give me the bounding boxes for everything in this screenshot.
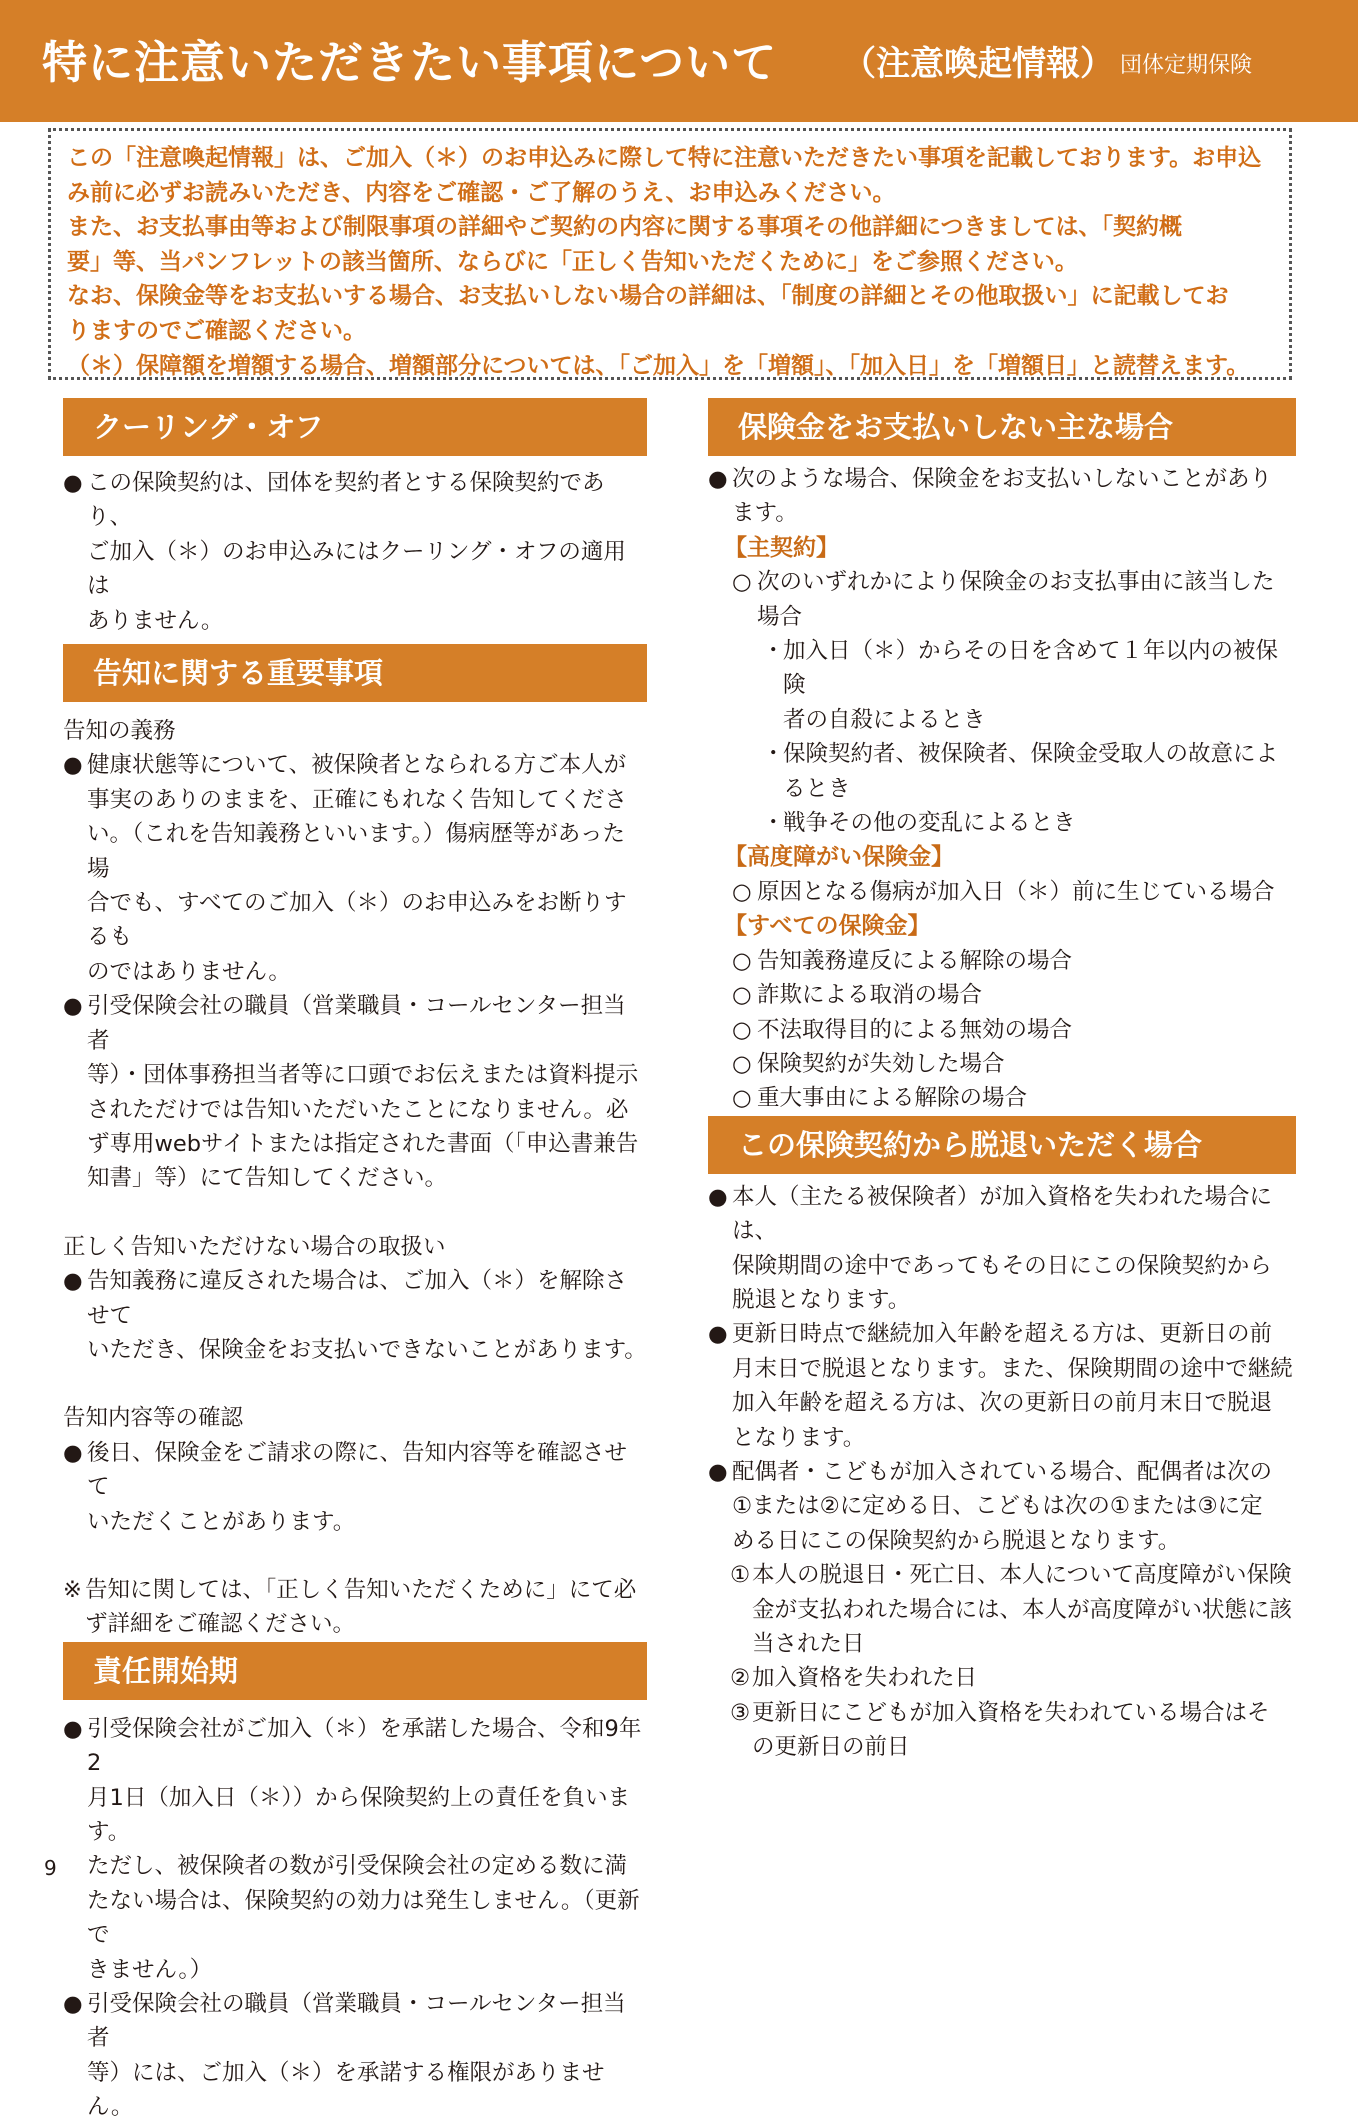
- dot-item: [708, 737, 1296, 806]
- product-tag: 団体定期保険: [1120, 53, 1253, 78]
- text-line: 配偶者・こどもが加入されている場合、配偶者は次の: [732, 1458, 1273, 1485]
- circle-mark: ○: [732, 569, 752, 596]
- circle-mark: ○: [732, 947, 752, 974]
- notice-line: み前に必ずお読みいただき、内容をご確認・ご了解のうえ、お申込みください。: [67, 179, 896, 206]
- text-line: 合でも、すべてのご加入（＊）のお申込みをお断りするも: [87, 890, 627, 951]
- circle-mark: ○: [732, 1050, 752, 1077]
- text-line: 引受保険会社がご加入（＊）を承諾した場合、令和9年2: [87, 1715, 642, 1777]
- text-line: 金が支払われた場合には、本人が高度障がい状態に該: [752, 1596, 1293, 1623]
- text-line: 月末日で脱退となります。また、保険期間の途中で継続: [732, 1355, 1293, 1382]
- bullet-item: [63, 466, 647, 638]
- text-line: 不法取得目的による無効の場合: [757, 1016, 1073, 1043]
- notice-line: 要」等、当パンフレットの該当箇所、ならびに「正しく告知いただくために」をご参照ください。: [67, 248, 1078, 275]
- bullet-mark: ●: [63, 993, 83, 1020]
- text-line: 保険契約が失効した場合: [757, 1050, 1005, 1077]
- dot-mark: ・: [762, 810, 785, 837]
- bullet-mark: ●: [63, 1991, 83, 2018]
- circle-item: [708, 1081, 1296, 1115]
- bullet-item: [63, 748, 647, 989]
- text-line: める日にこの保険契約から脱退となります。: [732, 1527, 1181, 1554]
- notice-line: また、お支払事由等および制限事項の詳細やご契約の内容に関する事項その他詳細につきましては、「契約概: [67, 214, 1183, 241]
- text-line: ありません。: [87, 607, 224, 634]
- text-line: 重大事由による解除の場合: [757, 1085, 1028, 1112]
- text-line: 場合: [757, 603, 803, 630]
- text-line: 加入資格を失われた日: [752, 1665, 978, 1692]
- cooling-off-body: [63, 466, 647, 638]
- text-line: きません。）: [87, 1956, 213, 1983]
- text-line: 本人の脱退日・死亡日、本人について高度障がい保険: [752, 1562, 1292, 1589]
- right-column: [708, 398, 1296, 1765]
- text-line: ただし、被保険者の数が引受保険会社の定める数に満: [87, 1853, 628, 1880]
- circle-item: [708, 1013, 1296, 1047]
- circle-mark: ○: [732, 1016, 752, 1043]
- dot-item: [708, 634, 1296, 737]
- dot-item: [708, 806, 1296, 840]
- text-line: のではありません。: [87, 958, 291, 985]
- bullet-mark: ●: [63, 1715, 83, 1742]
- notice-line: （＊）保障額を増額する場合、増額部分については、「ご加入」を「増額」、「加入日」を「増額日」と読替えます。: [67, 352, 1250, 379]
- notice-line: なお、保険金等をお支払いする場合、お支払いしない場合の詳細は、「制度の詳細とその他取扱い」に記載してお: [67, 283, 1229, 310]
- liability-body: [63, 1712, 647, 2125]
- text-line: ず専用webサイトまたは指定された書面（「申込書兼告: [87, 1130, 639, 1157]
- text-line: 引受保険会社の職員（営業職員・コールセンター担当者: [87, 993, 626, 1054]
- sub-heading-all-benefits: 【すべての保険金】: [724, 913, 931, 940]
- bullet-item: [708, 1455, 1296, 1558]
- text-line: るとき: [783, 775, 851, 802]
- text-line: いただき、保険金をお支払いできないことがあります。: [87, 1336, 647, 1363]
- dot-mark: ・: [762, 741, 785, 768]
- bullet-mark: ●: [708, 466, 728, 492]
- bullet-mark: ●: [708, 1458, 728, 1485]
- circle-item: [708, 1047, 1296, 1081]
- sub-label: 告知内容等の確認: [63, 1405, 244, 1432]
- text-line: 後日、保険金をご請求の際に、告知内容等を確認させて: [87, 1439, 628, 1501]
- numbered-item: [708, 1696, 1296, 1765]
- number-mark: ②: [730, 1665, 751, 1692]
- bullet-mark: ●: [708, 1321, 728, 1348]
- circle-item: [708, 978, 1296, 1012]
- bullet-mark: ●: [63, 1439, 83, 1466]
- left-column: [63, 398, 647, 2125]
- bullet-item: [63, 1987, 647, 2125]
- text-line: 次のような場合、保険金をお支払いしないことがあり: [732, 466, 1273, 492]
- bullet-item: [63, 1712, 647, 1987]
- text-line: されただけでは告知いただいたことになりません。必: [87, 1096, 629, 1123]
- bullet-item: [63, 1436, 647, 1539]
- sub-label: 告知の義務: [63, 718, 176, 745]
- note-item: [63, 1573, 647, 1642]
- disclosure-body: [63, 714, 647, 1642]
- withdrawal-body: [708, 1180, 1296, 1765]
- sub-heading-severe-disability: 【高度障がい保険金】: [724, 844, 954, 871]
- bullet-item: [708, 462, 1296, 531]
- text-line: 者の自殺によるとき: [783, 706, 986, 733]
- circle-mark: ○: [732, 982, 752, 1009]
- nonpayment-body: [708, 462, 1296, 1116]
- text-line: 告知義務違反による解除の場合: [757, 947, 1073, 974]
- bullet-item: [708, 1180, 1296, 1318]
- text-line: 加入日（＊）からその日を含めて１年以内の被保険: [783, 638, 1279, 699]
- page-title: 特に注意いただきたい事項について: [42, 36, 778, 89]
- notice-line: りますのでご確認ください。: [67, 317, 366, 344]
- circle-mark: ○: [732, 878, 752, 905]
- circle-mark: ○: [732, 1085, 752, 1112]
- bullet-mark: ●: [63, 470, 83, 496]
- text-line: 知書」等）にて告知してください。: [87, 1165, 448, 1192]
- text-line: 本人（主たる被保険者）が加入資格を失われた場合には、: [732, 1183, 1273, 1245]
- dot-mark: ・: [762, 638, 785, 665]
- text-line: 加入年齢を超える方は、次の更新日の前月末日で脱退: [732, 1390, 1273, 1417]
- text-line: 戦争その他の変乱によるとき: [783, 810, 1076, 837]
- text-line: 事実のありのままを、正確にもれなく告知してくださ: [87, 786, 628, 813]
- text-line: ①または②に定める日、こどもは次の①または③に定: [732, 1493, 1263, 1520]
- text-line: 保険契約者、被保険者、保険金受取人の故意によ: [783, 741, 1279, 768]
- text-line: ご加入（＊）のお申込みにはクーリング・オフの適用は: [87, 538, 626, 600]
- circle-item: [708, 565, 1296, 634]
- text-line: たない場合は、保険契約の効力は発生しません。（更新で: [87, 1887, 640, 1949]
- text-line: ず詳細をご確認ください。: [85, 1611, 356, 1638]
- text-line: 次のいずれかにより保険金のお支払事由に該当した: [757, 569, 1275, 596]
- circle-item: [708, 944, 1296, 978]
- text-line: 当された日: [752, 1631, 865, 1657]
- section-heading-cooling-off: クーリング・オフ: [63, 398, 647, 456]
- text-line: 詐欺による取消の場合: [757, 982, 983, 1009]
- number-mark: ③: [730, 1699, 751, 1726]
- text-line: 引受保険会社の職員（営業職員・コールセンター担当者: [87, 1991, 626, 2052]
- sub-heading-main-contract: 【主契約】: [724, 534, 839, 561]
- numbered-item: [708, 1661, 1296, 1695]
- text-line: 等）・団体事務担当者等に口頭でお伝えまたは資料提示: [87, 1062, 639, 1089]
- text-line: の更新日の前日: [752, 1734, 910, 1761]
- page-subtitle: （注意喚起情報）: [842, 44, 1114, 84]
- section-heading-liability: 責任開始期: [63, 1642, 647, 1700]
- bullet-item: [63, 1264, 647, 1367]
- text-line: となります。: [732, 1424, 866, 1451]
- text-line: い。（これを告知義務といいます。）傷病歴等があった場: [87, 821, 625, 882]
- text-line: 告知義務に違反された場合は、ご加入（＊）を解除させて: [87, 1268, 628, 1329]
- bullet-item: [708, 1317, 1296, 1455]
- note-mark: ※: [63, 1576, 82, 1603]
- text-line: 保険期間の途中であってもその日にこの保険契約から: [732, 1252, 1272, 1279]
- text-line: 告知に関しては、「正しく告知いただくために」にて必: [85, 1576, 637, 1603]
- section-heading-withdrawal: この保険契約から脱退いただく場合: [708, 1116, 1296, 1174]
- text-line: 月1日（加入日（＊））から保険契約上の責任を負います。: [87, 1784, 631, 1845]
- bullet-item: [63, 989, 647, 1195]
- text-line: 更新日にこどもが加入資格を失われている場合はそ: [752, 1699, 1270, 1726]
- circle-item: [708, 875, 1296, 909]
- numbered-item: [708, 1558, 1296, 1661]
- notice-line: この「注意喚起情報」は、ご加入（＊）のお申込みに際して特に注意いただきたい事項を記載しております。お申込: [67, 145, 1262, 171]
- page-number: 9: [44, 1856, 57, 1880]
- text-line: ます。: [732, 500, 798, 527]
- notice-box: [48, 128, 1292, 380]
- text-line: 等）には、ご加入（＊）を承諾する権限がありません。: [87, 2059, 605, 2121]
- text-line: 健康状態等について、被保険者となられる方ご本人が: [87, 752, 627, 779]
- text-line: 脱退となります。: [732, 1286, 911, 1313]
- text-line: 更新日時点で継続加入年齢を超える方は、更新日の前: [732, 1321, 1273, 1348]
- bullet-mark: ●: [708, 1183, 728, 1210]
- text-line: いただくことがあります。: [87, 1508, 356, 1535]
- page-header: [0, 0, 1358, 122]
- text-line: この保険契約は、団体を契約者とする保険契約であり、: [87, 470, 605, 531]
- sub-label: 正しく告知いただけない場合の取扱い: [63, 1233, 446, 1260]
- section-heading-nonpayment: 保険金をお支払いしない主な場合: [708, 398, 1296, 456]
- bullet-mark: ●: [63, 752, 83, 779]
- bullet-mark: ●: [63, 1268, 83, 1295]
- section-heading-disclosure: 告知に関する重要事項: [63, 644, 647, 702]
- text-line: 原因となる傷病が加入日（＊）前に生じている場合: [757, 878, 1275, 905]
- number-mark: ①: [730, 1562, 751, 1589]
